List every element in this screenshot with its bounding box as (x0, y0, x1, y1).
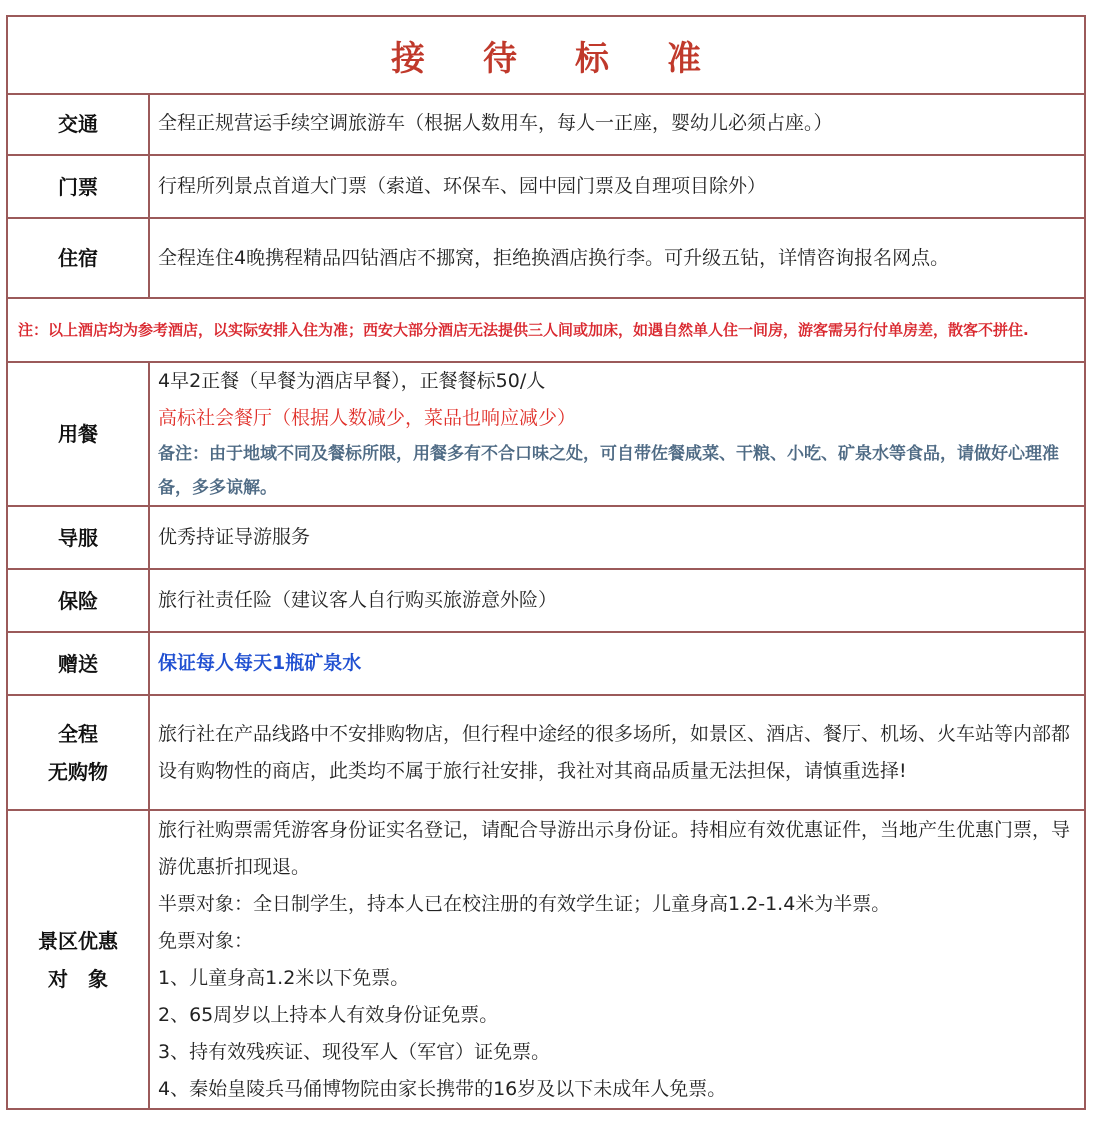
discount-label-line2: 对 象 (48, 966, 108, 991)
hotel-note-text: 注：以上酒店均为参考酒店，以实际安排入住为准；西安大部分酒店无法提供三人间或加床，如遇自然单人住一间房，游客需另行付单房差，散客不拼住. (18, 321, 1029, 339)
meals-remark: 备注：由于地域不同及餐标所限，用餐多有不合口味之处，可自带佐餐咸菜、干粮、小吃、矿泉水等食品，请做好心理准备，多多谅解。 (158, 444, 1059, 498)
row-content-shopping (158, 696, 1074, 809)
gift-text: 保证每人每天1瓶矿泉水 (158, 652, 362, 674)
shopping-text: 旅行社在产品线路中不安排购物店，但行程中途经的很多场所，如景区、酒店、餐厅、机场、火车站等内部都设有购物性的商店，此类均不属于旅行社安排，我社对其商品质量无法担保，请慎重选择! (158, 722, 1071, 782)
tickets-text: 行程所列景点首道大门票（索道、环保车、园中园门票及自理项目除外） (158, 175, 767, 197)
row-content-discount (158, 811, 1074, 1108)
shopping-label-line1: 全程 (58, 721, 98, 746)
guide-text: 优秀持证导游服务 (158, 526, 311, 548)
discount-line: 旅行社购票需凭游客身份证实名登记，请配合导游出示身份证。持相应有效优惠证件，当地产生优惠门票，导游优惠折扣现退。 (158, 818, 1071, 878)
row-label-gift: 赠送 (8, 633, 150, 694)
discount-line: 4、秦始皇陵兵马俑博物院由家长携带的16岁及以下未成年人免票。 (158, 1077, 727, 1100)
row-content-tickets (158, 156, 1074, 217)
table-title: 接待标准 (391, 38, 759, 79)
row-traffic (8, 93, 1084, 156)
row-shopping (8, 696, 1084, 811)
row-label-discount (8, 811, 150, 1108)
row-content-gift (158, 633, 1074, 694)
row-hotel-note (8, 299, 1084, 363)
row-gift (8, 633, 1084, 696)
row-content-insurance (158, 570, 1074, 631)
insurance-text: 旅行社责任险（建议客人自行购买旅游意外险） (158, 589, 558, 611)
discount-line: 2、65周岁以上持本人有效身份证免票。 (158, 1003, 499, 1026)
discount-line: 1、儿童身高1.2米以下免票。 (158, 966, 410, 989)
row-content-meals (158, 363, 1074, 505)
title-row (8, 17, 1084, 95)
row-meals (8, 363, 1084, 507)
hotel-text: 全程连住4晚携程精品四钻酒店不挪窝，拒绝换酒店换行李。可升级五钻，详情咨询报名网点。 (158, 246, 950, 269)
row-label-insurance: 保险 (8, 570, 150, 631)
discount-line: 半票对象：全日制学生，持本人已在校注册的有效学生证；儿童身高1.2-1.4米为半票。 (158, 892, 891, 915)
meals-standard: 4早2正餐（早餐为酒店早餐），正餐餐标50/人 (158, 370, 546, 392)
row-content-guide (158, 507, 1074, 568)
reception-standard-table (6, 15, 1086, 1110)
meals-restaurant: 高标社会餐厅（根据人数减少，菜品也响应减少） (158, 407, 577, 429)
row-tickets (8, 156, 1084, 219)
row-label-tickets: 门票 (8, 156, 150, 217)
traffic-text: 全程正规营运手续空调旅游车（根据人数用车，每人一正座，婴幼儿必须占座。） (158, 112, 833, 134)
row-label-traffic: 交通 (8, 93, 150, 154)
row-hotel (8, 219, 1084, 299)
row-guide (8, 507, 1084, 570)
discount-line: 免票对象： (158, 929, 254, 952)
row-content-hotel (158, 219, 1074, 297)
row-label-shopping (8, 696, 150, 809)
row-insurance (8, 570, 1084, 633)
discount-line: 3、持有效残疾证、现役军人（军官）证免票。 (158, 1040, 551, 1063)
row-label-meals: 用餐 (8, 363, 150, 505)
discount-label-line1: 景区优惠 (38, 928, 118, 953)
row-content-traffic (158, 93, 1074, 154)
shopping-label-line2: 无购物 (48, 759, 108, 784)
row-label-guide: 导服 (8, 507, 150, 568)
row-discount (8, 811, 1084, 1108)
row-label-hotel: 住宿 (8, 219, 150, 297)
